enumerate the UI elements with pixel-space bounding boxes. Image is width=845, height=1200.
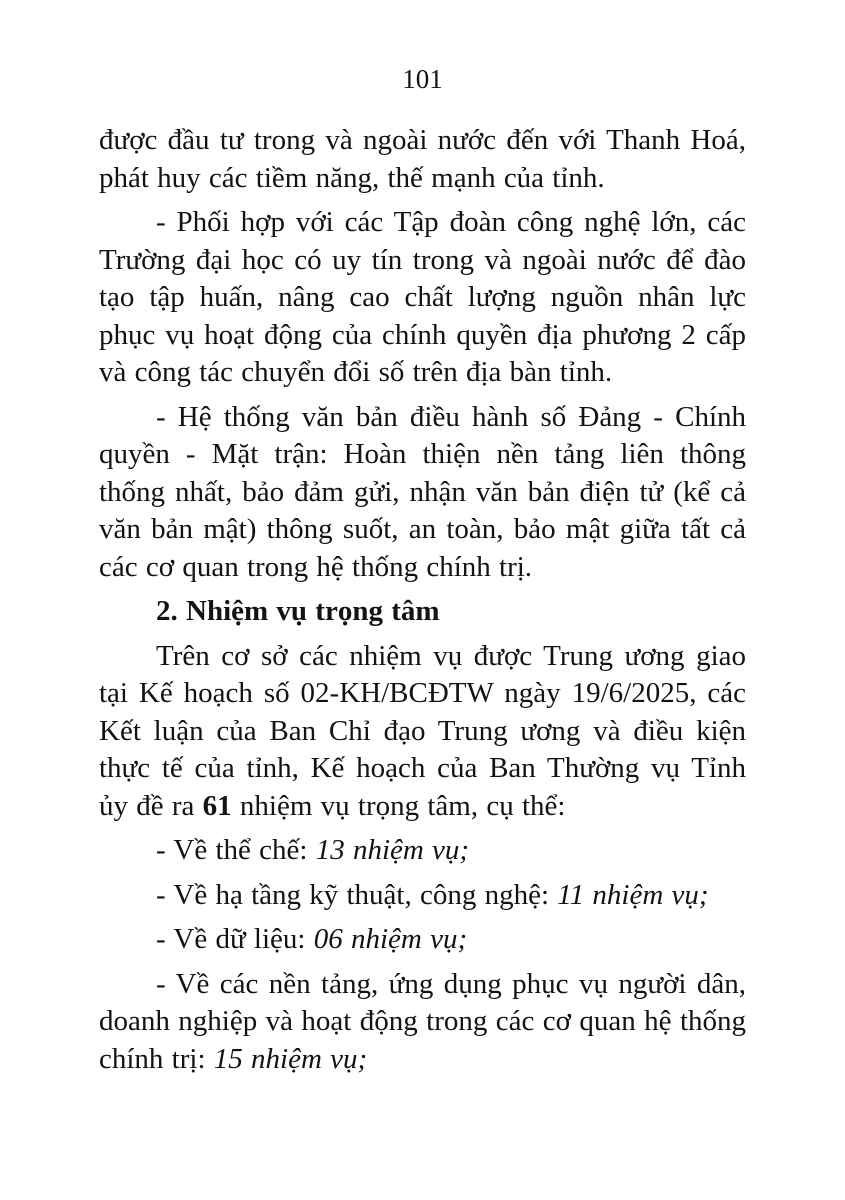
page-number: 101 (402, 64, 443, 94)
list-item-nen-tang (99, 966, 746, 1079)
paragraph-tren-co-so (99, 638, 746, 826)
section-heading: 2. Nhiệm vụ trọng tâm (156, 595, 440, 627)
paragraph-phoi-hop: - Phối hợp với các Tập đoàn công nghệ lớn, các Trường đại học có uy tín trong và ngoài nước để đào tạo tập huấn, nâng cao chất lượng nguồn nhân lực phục vụ hoạt động của chính quyền địa phương 2 cấp và công tác chuyển đổi số trên địa bàn tỉnh. (99, 206, 746, 388)
list-item-count: 13 nhiệm vụ; (315, 834, 470, 866)
list-item-count: 15 nhiệm vụ; (213, 1042, 368, 1075)
list-item-the-che (99, 832, 746, 870)
task-count-total: 61 (202, 789, 232, 822)
paragraph-tren-co-so-tail: nhiệm vụ trọng tâm, cụ thể: (231, 789, 566, 822)
document-body (99, 122, 746, 1078)
list-item-label: - Về hạ tầng kỹ thuật, công nghệ: (156, 878, 558, 911)
list-item-count: 11 nhiệm vụ; (557, 878, 709, 911)
paragraph-tren-co-so-text: Trên cơ sở các nhiệm vụ được Trung ương giao tại Kế hoạch số 02-KH/BCĐTW ngày 19/6/2025, các Kết luận của Ban Chỉ đạo Trung ương và điều kiện thực tế của tỉnh, Kế hoạch của Ban Thường vụ Tỉnh ủy đề ra (99, 639, 746, 822)
list-item-count: 06 nhiệm vụ; (313, 923, 468, 955)
list-item-ha-tang (99, 877, 746, 915)
list-item-du-lieu (99, 921, 746, 959)
list-item-label: - Về thể chế: (156, 834, 316, 866)
paragraph-continuation: được đầu tư trong và ngoài nước đến với Thanh Hoá, phát huy các tiềm năng, thế mạnh của tỉnh. (99, 124, 746, 194)
list-item-label: - Về dữ liệu: (156, 923, 314, 955)
list-item-label: - Về các nền tảng, ứng dụng phục vụ người dân, doanh nghiệp và hoạt động trong các cơ quan hệ thống chính trị: (99, 967, 746, 1075)
paragraph-he-thong-van-ban: - Hệ thống văn bản điều hành số Đảng - Chính quyền - Mặt trận: Hoàn thiện nền tảng liên thông thống nhất, bảo đảm gửi, nhận văn bản điện tử (kể cả văn bản mật) thông suốt, an toàn, bảo mật giữa tất cả các cơ quan trong hệ thống chính trị. (99, 400, 746, 583)
